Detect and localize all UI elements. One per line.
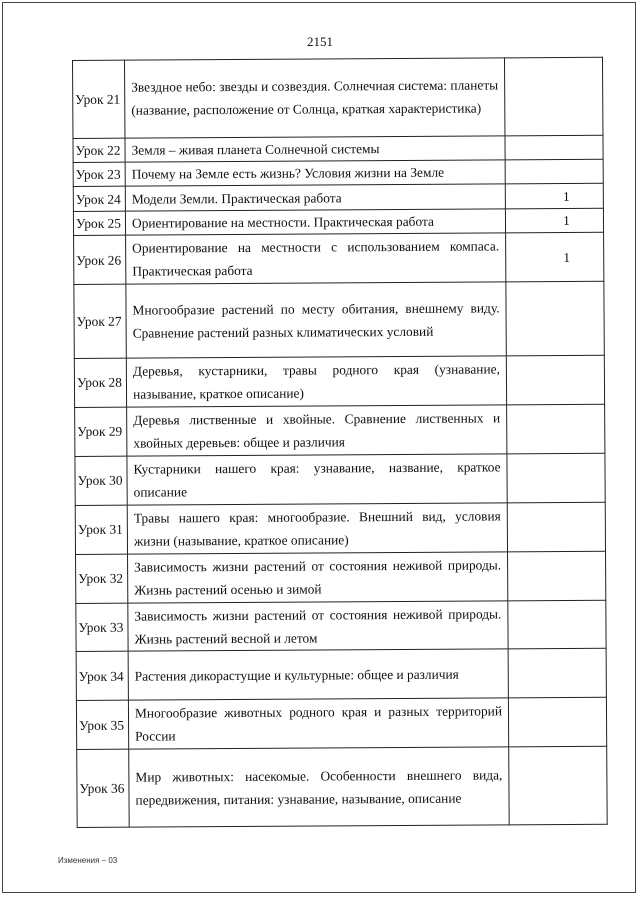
lesson-hours <box>508 698 606 748</box>
lesson-hours <box>507 453 605 503</box>
lesson-number: Урок 34 <box>76 652 128 701</box>
lesson-number: Урок 35 <box>76 701 128 750</box>
lesson-topic: Звездное небо: звезды и созвездия. Солнечная система: планеты (название, расположение от Солнца, краткая характеристика) <box>125 58 505 138</box>
lesson-topic: Модели Земли. Практическая работа <box>125 184 505 211</box>
table-row <box>76 600 606 652</box>
page-number: 2151 <box>307 34 333 49</box>
table-row <box>73 135 603 163</box>
lesson-hours <box>504 57 602 135</box>
lesson-number: Урок 28 <box>74 358 126 407</box>
lesson-topic: Зависимость жизни растений от состояния неживой природы. Жизнь растений осенью и зимой <box>128 551 508 602</box>
lesson-number: Урок 36 <box>77 750 129 828</box>
table-row <box>73 159 603 187</box>
lesson-number: Урок 21 <box>73 60 125 138</box>
lesson-hours <box>506 355 604 405</box>
table-row <box>76 698 606 750</box>
lesson-hours <box>509 747 607 825</box>
lesson-hours: 1 <box>505 184 603 209</box>
lesson-topic: Деревья, кустарники, травы родного края (узнавание, называние, краткое описание) <box>126 356 506 407</box>
lesson-number: Урок 23 <box>73 162 125 187</box>
lesson-plan-table <box>72 57 608 828</box>
lesson-number: Урок 32 <box>76 554 128 603</box>
lesson-hours: 1 <box>505 208 603 233</box>
lesson-topic: Растения дикорастущие и культурные: общее и различия <box>128 649 508 700</box>
table-row <box>75 404 605 456</box>
lesson-number: Урок 24 <box>73 187 125 212</box>
lesson-number: Урок 27 <box>74 285 126 359</box>
lesson-hours <box>508 649 606 699</box>
table-row <box>73 184 603 212</box>
lesson-number: Урок 29 <box>75 407 127 456</box>
lesson-number: Урок 31 <box>75 505 127 554</box>
lesson-number: Урок 25 <box>73 211 125 236</box>
lesson-hours <box>508 600 606 650</box>
lesson-hours <box>508 551 606 601</box>
table-row <box>73 208 603 236</box>
lesson-hours: 1 <box>506 233 604 283</box>
lesson-hours <box>506 282 604 356</box>
table-row <box>77 747 607 828</box>
lesson-topic: Многообразие животных родного края и разных территорий России <box>128 698 508 749</box>
table-row <box>74 355 604 407</box>
lesson-number: Урок 22 <box>73 138 125 163</box>
lesson-topic: Мир животных: насекомые. Особенности внешнего вида, передвижения, питания: узнавание, называние, описание <box>129 747 509 827</box>
table-row <box>75 453 605 505</box>
lesson-topic: Травы нашего края: многообразие. Внешний вид, условия жизни (называние, краткое описание) <box>127 502 507 553</box>
table-row <box>74 233 604 285</box>
lesson-hours <box>507 404 605 454</box>
lesson-number: Урок 30 <box>75 456 127 505</box>
table-row <box>75 502 605 554</box>
table-row <box>76 649 606 701</box>
lesson-topic: Деревья лиственные и хвойные. Сравнение лиственных и хвойных деревьев: общее и различия <box>127 405 507 456</box>
lesson-topic: Почему на Земле есть жизнь? Условия жизни на Земле <box>125 160 505 187</box>
table-row <box>74 282 604 359</box>
lesson-topic: Зависимость жизни растений от состояния неживой природы. Жизнь растений весной и летом <box>128 600 508 651</box>
lesson-hours <box>505 159 603 184</box>
lesson-number: Урок 26 <box>74 236 126 285</box>
lesson-topic: Кустарники нашего края: узнавание, название, краткое описание <box>127 454 507 505</box>
lesson-hours <box>507 502 605 552</box>
lesson-topic: Ориентирование на местности с использованием компаса. Практическая работа <box>126 233 506 284</box>
lesson-topic: Ориентирование на местности. Практическая работа <box>125 209 505 236</box>
table-row <box>76 551 606 603</box>
footer-revision-note: Изменения – 03 <box>58 856 118 865</box>
lesson-topic: Земля – живая планета Солнечной системы <box>125 135 505 162</box>
lesson-topic: Многообразие растений по месту обитания, внешнему виду. Сравнение растений разных климатических условий <box>126 282 506 358</box>
table-row <box>73 57 603 138</box>
lesson-hours <box>505 135 603 160</box>
lesson-number: Урок 33 <box>76 603 128 652</box>
